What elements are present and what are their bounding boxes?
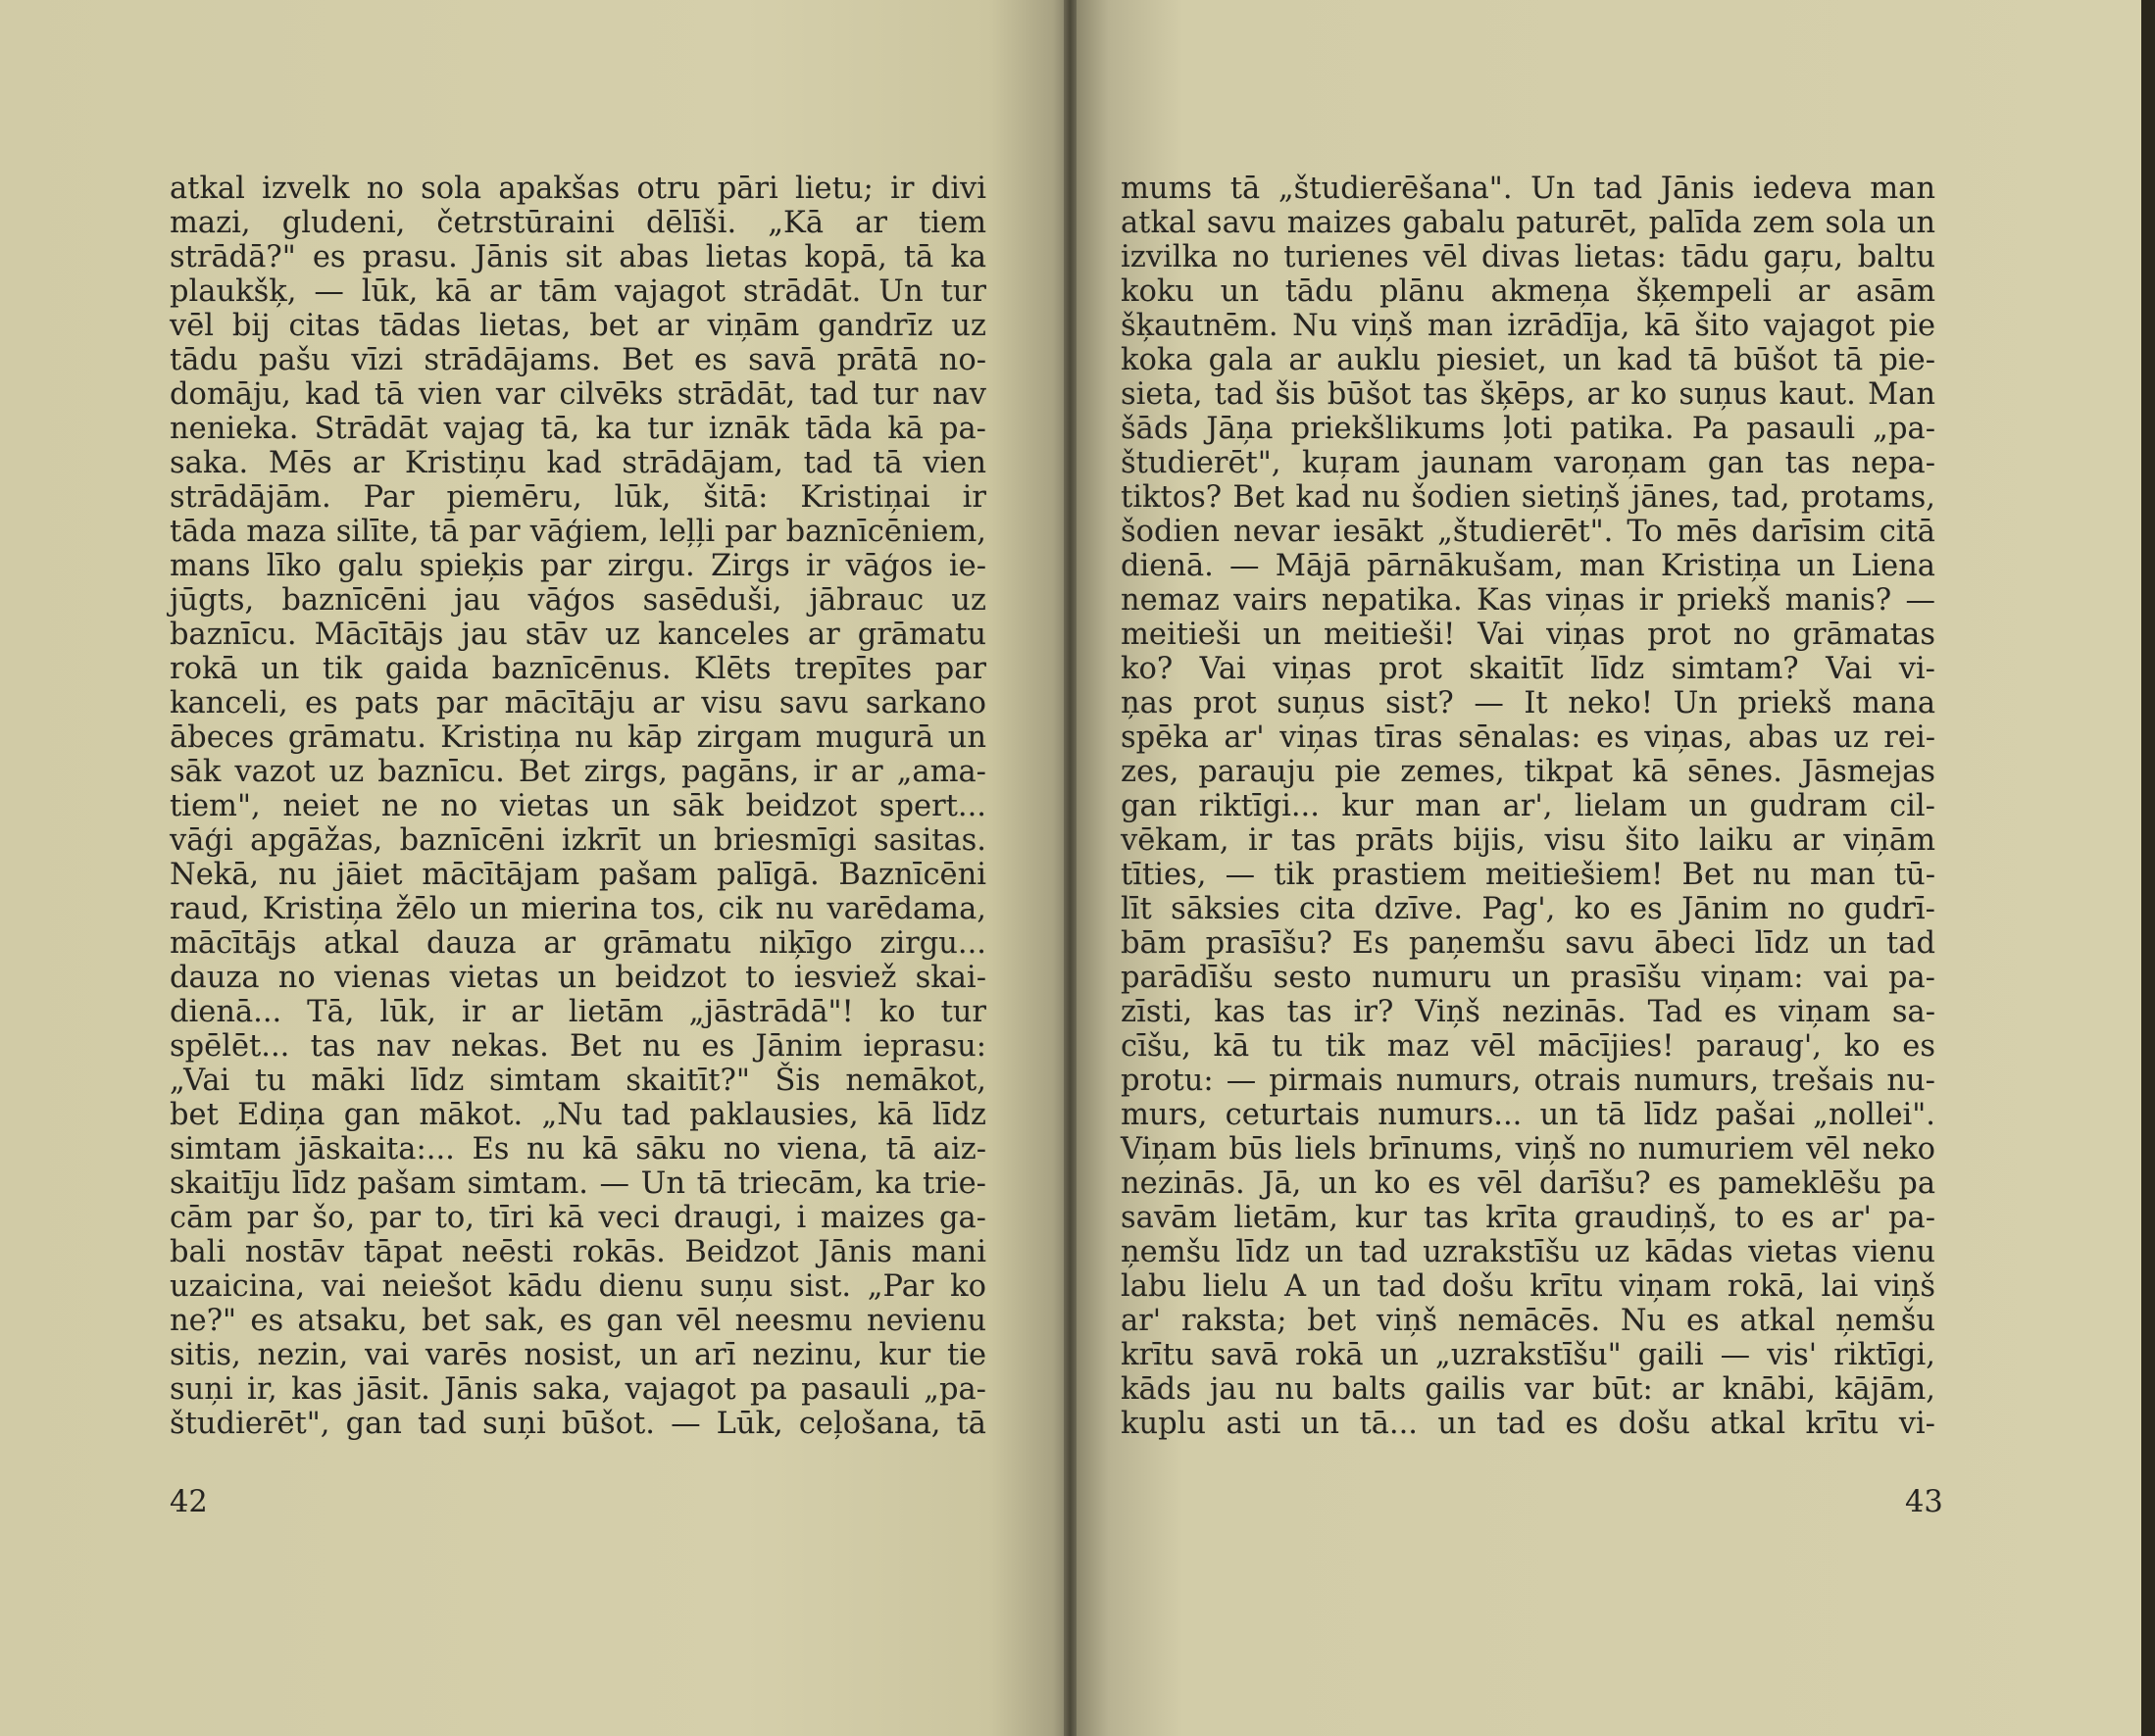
text-line: kāds jau nu balts gailis var būt: ar knābi, kājām, [1121,1372,1935,1407]
text-line: koka gala ar auklu piesiet, un kad tā būšot tā pie- [1121,343,1935,377]
text-line: jūgts, baznīcēni jau vāģos sasēduši, jābrauc uz [170,583,986,618]
text-line: zes, parauju pie zemes, tikpat kā sēnes. Jāsmejas [1121,755,1935,789]
text-line: murs, ceturtais numurs... un tā līdz pašai „nollei". [1121,1098,1935,1132]
text-line: kuplu asti un tā... un tad es došu atkal krītu vi- [1121,1407,1935,1441]
text-line: ko? Vai viņas prot skaitīt līdz simtam? Vai vi- [1121,652,1935,686]
text-line: mazi, gludeni, četrstūraini dēlīši. „Kā ar tiem [170,206,986,240]
text-line: spēlēt... tas nav nekas. Bet nu es Jānim ieprasu: [170,1029,986,1064]
text-line: gan riktīgi... kur man ar', lielam un gudram cil- [1121,789,1935,823]
text-line: ne?" es atsaku, bet sak, es gan vēl neesmu nevienu [170,1304,986,1338]
text-line: parādīšu sesto numuru un prasīšu viņam: vai pa- [1121,961,1935,995]
text-line: bām prasīšu? Es paņemšu savu ābeci līdz un tad [1121,926,1935,961]
text-line: študierēt", gan tad suņi būšot. — Lūk, ceļošana, tā [170,1407,986,1441]
text-line: Viņam būs liels brīnums, viņš no numuriem vēl neko [1121,1132,1935,1166]
text-line: uzaicina, vai neiešot kādu dienu suņu sist. „Par ko [170,1269,986,1304]
text-line: tiktos? Bet kad nu šodien sietiņš jānes, tad, protams, [1121,480,1935,515]
text-line: krītu savā rokā un „uzrakstīšu" gaili — vis' riktīgi, [1121,1338,1935,1372]
text-line: dienā. — Mājā pārnākušam, man Kristiņa un Liena [1121,549,1935,583]
text-line: skaitīju līdz pašam simtam. — Un tā triecām, ka trie- [170,1166,986,1201]
text-line: strādājām. Par piemēru, lūk, šitā: Kristiņai ir [170,480,986,515]
text-line: Nekā, nu jāiet mācītājam pašam palīgā. Baznīcēni [170,858,986,892]
text-line: šāds Jāņa priekšlikums ļoti patika. Pa pasauli „pa- [1121,412,1935,446]
text-line: bali nostāv tāpat neēsti rokās. Beidzot Jānis mani [170,1235,986,1269]
text-line: tiem", neiet ne no vietas un sāk beidzot spert... [170,789,986,823]
text-line: līt sāksies cita dzīve. Pag', ko es Jānim no gudrī- [1121,892,1935,926]
text-line: strādā?" es prasu. Jānis sit abas lietas kopā, tā ka [170,240,986,274]
text-line: mācītājs atkal dauza ar grāmatu niķīgo zirgu... [170,926,986,961]
text-line: protu: — pirmais numurs, otrais numurs, trešais nu- [1121,1064,1935,1098]
text-line: sāk vazot uz baznīcu. Bet zirgs, pagāns, ir ar „ama- [170,755,986,789]
text-line: vāģi apgāžas, baznīcēni izkrīt un briesmīgi sasitas. [170,823,986,858]
left-page [0,0,1064,1736]
text-line: koku un tādu plānu akmeņa šķempeli ar asām [1121,274,1935,309]
text-line: ābeces grāmatu. Kristiņa nu kāp zirgam mugurā un [170,720,986,755]
text-line: študierēt", kuŗam jaunam varoņam gan tas nepa- [1121,446,1935,480]
text-line: cīšu, kā tu tik maz vēl mācījies! paraug', ko es [1121,1029,1935,1064]
text-line: rokā un tik gaida baznīcēnus. Klēts trepītes par [170,652,986,686]
text-line: zīsti, kas tas ir? Viņš nezinās. Tad es viņam sa- [1121,995,1935,1029]
text-line: cām par šo, par to, tīri kā veci draugi, i maizes ga- [170,1201,986,1235]
text-line: savām lietām, kur tas krīta graudiņš, to es ar' pa- [1121,1201,1935,1235]
text-line: mans līko galu spieķis par zirgu. Zirgs ir vāģos ie- [170,549,986,583]
right-page [1077,0,2141,1736]
text-line: izvilka no turienes vēl divas lietas: tādu gaŗu, baltu [1121,240,1935,274]
page-edge [2141,0,2155,1736]
text-line: domāju, kad tā vien var cilvēks strādāt, tad tur nav [170,377,986,412]
text-line: dauza no vienas vietas un beidzot to iesviež skai- [170,961,986,995]
text-line: sitis, nezin, vai varēs nosist, un arī nezinu, kur tie [170,1338,986,1372]
text-line: saka. Mēs ar Kristiņu kad strādājam, tad tā vien [170,446,986,480]
text-line: ņemšu līdz un tad uzrakstīšu uz kādas vietas vienu [1121,1235,1935,1269]
text-line: atkal izvelk no sola apakšas otru pāri lietu; ir divi [170,172,986,206]
text-line: sieta, tad šis būšot tas šķēps, ar ko suņus kaut. Man [1121,377,1935,412]
text-line: raud, Kristiņa žēlo un mierina tos, cik nu varēdama, [170,892,986,926]
text-line: nezinās. Jā, un ko es vēl darīšu? es pameklēšu pa [1121,1166,1935,1201]
text-line: meitieši un meitieši! Vai viņas prot no grāmatas [1121,618,1935,652]
text-line: plaukšķ, — lūk, kā ar tām vajagot strādāt. Un tur [170,274,986,309]
text-line: nemaz vairs nepatika. Kas viņas ir priekš manis? — [1121,583,1935,618]
text-line: šķautnēm. Nu viņš man izrādīja, kā šito vajagot pie [1121,309,1935,343]
text-line: „Vai tu māki līdz simtam skaitīt?" Šis nemākot, [170,1064,986,1098]
text-line: simtam jāskaita:... Es nu kā sāku no viena, tā aiz- [170,1132,986,1166]
text-line: vēkam, ir tas prāts bijis, visu šito laiku ar viņām [1121,823,1935,858]
text-line: šodien nevar iesākt „študierēt". To mēs darīsim citā [1121,515,1935,549]
text-line: mums tā „študierēšana". Un tad Jānis iedeva man [1121,172,1935,206]
text-line: vēl bij citas tādas lietas, bet ar viņām gandrīz uz [170,309,986,343]
text-line: tāda maza silīte, tā par vāģiem, leļļi par baznīcēniem, [170,515,986,549]
text-line: tādu pašu vīzi strādājams. Bet es savā prātā no- [170,343,986,377]
text-line: tīties, — tik prastiem meitiešiem! Bet nu man tū- [1121,858,1935,892]
text-line: baznīcu. Mācītājs jau stāv uz kanceles ar grāmatu [170,618,986,652]
text-line: labu lielu A un tad došu krītu viņam rokā, lai viņš [1121,1269,1935,1304]
text-line: dienā... Tā, lūk, ir ar lietām „jāstrādā"! ko tur [170,995,986,1029]
text-line: kanceli, es pats par mācītāju ar visu savu sarkano [170,686,986,720]
text-line: ar' raksta; bet viņš nemācēs. Nu es atkal ņemšu [1121,1304,1935,1338]
right-page-text [1121,172,1935,1441]
text-line: atkal savu maizes gabalu paturēt, palīda zem sola un [1121,206,1935,240]
book-gutter [1064,0,1077,1736]
left-page-text [170,172,986,1441]
text-line: ņas prot suņus sist? — It neko! Un priekš mana [1121,686,1935,720]
page-number-right: 43 [1905,1485,1943,1519]
text-line: spēka ar' viņas tīras sēnalas: es viņas, abas uz rei- [1121,720,1935,755]
text-line: bet Ediņa gan mākot. „Nu tad paklausies, kā līdz [170,1098,986,1132]
text-line: suņi ir, kas jāsit. Jānis saka, vajagot pa pasauli „pa- [170,1372,986,1407]
text-line: nenieka. Strādāt vajag tā, ka tur iznāk tāda kā pa- [170,412,986,446]
page-number-left: 42 [170,1485,208,1519]
